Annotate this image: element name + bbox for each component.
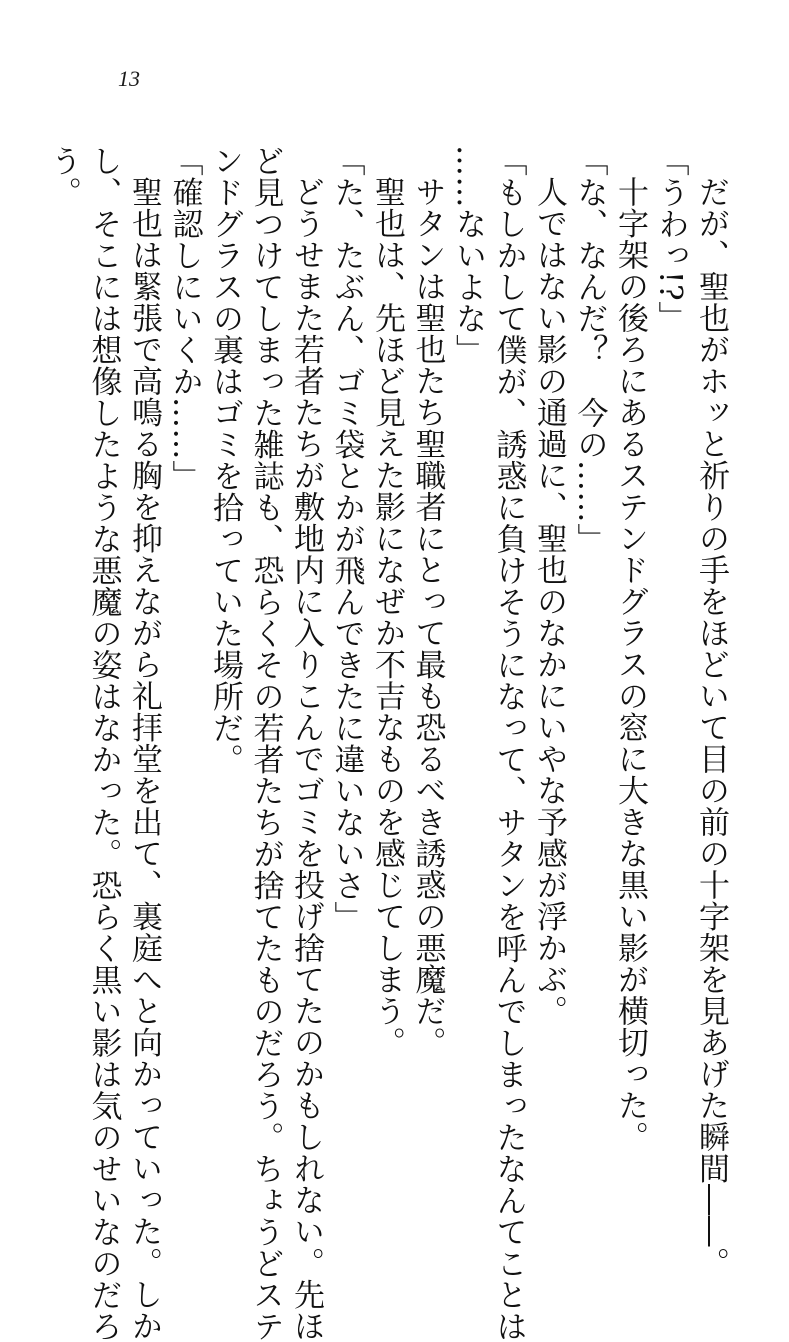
text-line: う。 bbox=[45, 145, 81, 208]
text-line: どうせまた若者たちが敷地内に入りこんでゴミを投げ捨てたのかもしれない。先ほ bbox=[288, 176, 324, 1342]
text-line: 人ではない影の通過に、聖也のなかにいやな予感が浮かぶ。 bbox=[531, 176, 567, 1027]
text-line: だが、聖也がホッと祈りの手をほどいて目の前の十字架を見あげた瞬間――。 bbox=[693, 176, 729, 1279]
text-line: ど見つけてしまった雑誌も、恐らくその若者たちが捨てたものだろう。ちょうどステ bbox=[247, 145, 284, 1342]
text-line: 「うわっ!?」 bbox=[652, 145, 689, 333]
text-line: 「もしかして僕が、誘惑に負けそうになって、サタンを呼んでしまったなんてことは bbox=[490, 145, 527, 1342]
text-line: 「確認しにいくか……」 bbox=[166, 145, 203, 492]
text-line: 十字架の後ろにあるステンドグラスの窓に大きな黒い影が横切った。 bbox=[612, 176, 648, 1153]
text-line: ンドグラスの裏はゴミを拾っていた場所だ。 bbox=[207, 145, 243, 775]
text-line: 「な、なんだ？ 今の……」 bbox=[571, 145, 608, 555]
text-line: し、そこには想像したような悪魔の姿はなかった。恐らく黒い影は気のせいなのだろ bbox=[85, 145, 122, 1342]
text-line: サタンは聖也たち聖職者にとって最も恐るべき誘惑の悪魔だ。 bbox=[409, 176, 446, 1058]
page-number: 13 bbox=[118, 66, 140, 91]
vertical-text-body bbox=[43, 145, 732, 1342]
text-line: 聖也は緊張で高鳴る胸を抑えながら礼拝堂を出て、裏庭へと向かっていった。しか bbox=[126, 176, 162, 1342]
text-line: 聖也は、先ほど見えた影になぜか不吉なものを感じてしまう。 bbox=[369, 176, 405, 1058]
text-line: 「た、たぶん、ゴミ袋とかが飛んできたに違いないさ」 bbox=[328, 145, 365, 933]
text-line: ……ないよな」 bbox=[450, 145, 486, 366]
